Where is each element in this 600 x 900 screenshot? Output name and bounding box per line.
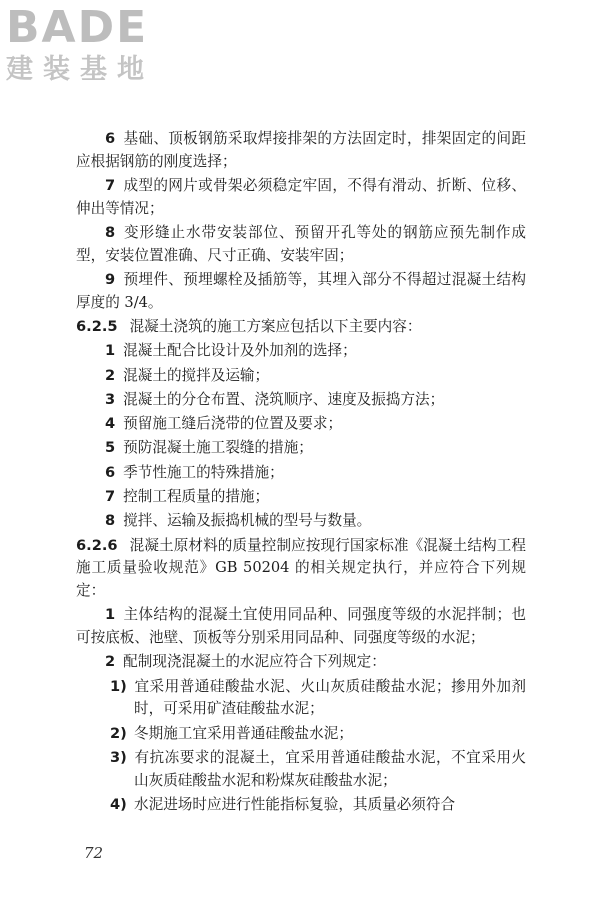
list-item: 9 预埋件、预埋螺栓及插筋等，其埋入部分不得超过混凝土结构厚度的 3/4。 [76,271,526,311]
list-item: 1 主体结构的混凝土宜使用同品种、同强度等级的水泥拌制；也可按底板、池壁、顶板等分别采用同品种、同强度等级的水泥； [76,606,526,647]
page-number: 72 [84,844,104,862]
list-item: 1 混凝土配合比设计及外加剂的选择； [105,342,357,360]
list-item: 8 搅拌、运输及振捣机械的型号与数量。 [105,512,372,530]
sub-item: 4) 水泥进场时应进行性能指标复验，其质量必须符合 [110,795,456,813]
clause-6-2-5: 6.2.5 混凝土浇筑的施工方案应包括以下主要内容： [76,318,422,335]
list-item: 2 配制现浇混凝土的水泥应符合下列规定： [105,653,386,671]
sub-item: 3) 有抗冻要求的混凝土，宜采用普通硅酸盐水泥，不宜采用火山灰质硅酸盐水泥和粉煤灰硅酸盐水泥； [110,748,526,789]
sub-item: 1) 宜采用普通硅酸盐水泥、火山灰质硅酸盐水泥；掺用外加剂时，可采用矿渣硅酸盐水泥； [110,677,526,718]
document-body [76,128,526,818]
list-item: 3 混凝土的分仓布置、浇筑顺序、速度及振捣方法； [105,390,445,408]
sub-item: 2) 冬期施工宜采用普通硅酸盐水泥； [110,724,353,742]
clause-6-2-6: 6.2.6 混凝土原材料的质量控制应按现行国家标准《混凝土结构工程施工质量验收规范》GB 50204 的相关规定执行，并应符合下列规定： [76,536,526,600]
bade-watermark-logo [6,4,176,86]
list-item: 6 基础、顶板钢筋采取焊接排架的方法固定时，排架固定的间距应根据钢筋的刚度选择； [76,130,526,170]
list-item: 7 成型的网片或骨架必须稳定牢固，不得有滑动、折断、位移、伸出等情况； [76,177,526,217]
list-item: 7 控制工程质量的措施； [105,488,270,506]
list-item: 2 混凝土的搅拌及运输； [105,366,270,384]
watermark-latin: BADE [6,2,149,53]
list-item: 8 变形缝止水带安装部位、预留开孔等处的钢筋应预先制作成型，安装位置准确、尺寸正确、安装牢固； [76,224,526,264]
watermark-chinese: 建装基地 [6,54,154,85]
list-item: 5 预防混凝土施工裂缝的措施； [105,439,313,457]
list-item: 6 季节性施工的特殊措施； [105,463,284,481]
list-item: 4 预留施工缝后浇带的位置及要求； [105,415,343,433]
